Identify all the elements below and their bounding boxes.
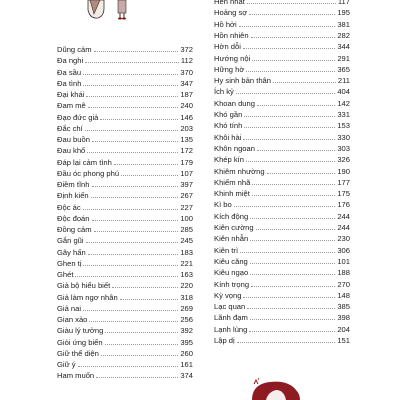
dot-leader [246,70,335,72]
index-page-number: 187 [180,90,193,99]
dot-leader [246,160,335,162]
index-term: Hoảng sợ [214,8,248,18]
index-entry [214,62,350,74]
dot-leader [247,2,336,4]
index-term: Ham muốn [57,371,95,381]
dot-leader [83,73,178,75]
dot-leader [87,151,178,153]
index-page-number: 270 [337,279,350,289]
index-term: Độc đoán [57,213,90,223]
index-entry [214,310,350,322]
index-entry [214,39,350,51]
dot-leader [114,163,178,165]
index-page-number: 398 [337,313,350,323]
index-entry [57,155,193,167]
index-page-number: 244 [337,223,350,232]
index-term: Gắn gũi [57,236,84,246]
index-term: Khiêm nhường [214,166,265,176]
dot-leader [256,228,336,230]
index-page-number: 190 [337,166,350,176]
index-page-number: 244 [337,211,350,221]
index-page-number: 404 [337,87,350,97]
index-page-number: 107 [180,168,193,178]
index-page-number: 153 [337,121,350,131]
dot-leader [252,183,335,185]
dot-leader [83,84,178,86]
index-page-number: 318 [180,292,193,302]
index-entry [57,211,193,223]
dot-leader [83,208,179,210]
index-entry [214,197,350,209]
index-term: Đắc chí [57,123,83,133]
index-term: Đa nghi [57,56,84,66]
index-term: Khó tính [214,121,243,131]
index-page-number: 397 [180,180,193,189]
index-entry [214,28,350,40]
index-page-number: 344 [337,42,350,52]
index-page-number: 148 [337,290,350,300]
index-page-number: 146 [180,112,193,122]
index-term: Khôn ngoan [214,143,255,153]
index-term: Ghen tị [57,258,82,268]
index-entry [214,186,350,198]
index-entry [57,110,193,122]
index-term: Đầu óc phong phú [57,168,120,178]
index-page-number: 204 [337,324,350,334]
dot-leader [92,219,179,221]
index-entry [214,220,350,232]
dot-leader [244,115,335,117]
dot-leader [250,273,335,275]
dot-leader [234,205,336,207]
index-term: Hồ hởi [214,19,237,29]
index-term: Kích động [214,211,249,221]
index-entry [57,143,193,155]
index-entry [214,277,350,289]
dot-leader [94,230,179,232]
dot-leader [250,239,335,241]
index-page-number: 176 [337,200,350,210]
dot-leader [83,309,178,311]
index-term: Kỳ vọng [214,290,242,300]
index-page-number: 100 [180,213,193,223]
dot-leader [243,296,335,298]
index-page-number: 395 [180,337,193,347]
index-page-number: 260 [180,348,193,358]
dot-leader [237,341,336,343]
index-term: Kì bo [214,200,232,210]
index-term: Đại khái [57,90,85,99]
index-entry [57,233,193,245]
dot-leader [252,59,335,61]
index-entry [57,121,193,133]
index-page-number: 267 [180,191,193,201]
index-entry [214,130,350,142]
index-entry [214,333,350,345]
index-entry [214,299,350,311]
index-entry [214,164,350,176]
index-page-number: 188 [337,268,350,278]
index-term: Kiên cường [214,223,254,232]
dot-leader [101,354,179,356]
dot-leader [88,106,179,108]
index-page-number: 179 [180,157,193,167]
index-term: Kính trọng [214,279,250,289]
index-entry [57,42,193,54]
index-entry [57,222,193,234]
dot-leader [78,365,179,367]
index-entry [57,278,193,290]
index-term: Hồn nhiên [214,30,249,40]
index-page-number: 142 [337,98,350,108]
index-entry [214,265,350,277]
dot-leader [75,275,178,277]
index-term: Đạo đức giả [57,112,99,122]
index-entry [57,346,193,358]
index-term: Hững hờ [214,64,245,74]
index-page-number: 306 [337,245,350,255]
index-page-number: 331 [337,110,350,119]
dot-leader [250,262,336,264]
index-term: Đau buồn [57,135,90,144]
index-entry [214,322,350,334]
index-page-number: 303 [337,143,350,153]
index-term: Giả bộ hiểu biết [57,281,111,291]
index-term: Giả nai [57,303,82,313]
index-entry [214,231,350,243]
index-term: Hy sinh bản thân [214,76,271,86]
index-page-number: 151 [337,336,350,345]
index-entry [57,290,193,302]
dot-leader [112,286,178,288]
dot-leader [88,253,179,255]
index-page-number: 161 [180,360,193,369]
index-entry [214,288,350,300]
index-term: Đồng cảm [57,225,92,234]
index-term: Dũng cảm [57,45,92,54]
index-entry [214,118,350,130]
index-term: Khó gần [214,110,243,119]
index-term: Điềm tĩnh [57,180,90,189]
index-entry [57,357,193,369]
index-page-number: 227 [180,202,193,212]
index-page-number: 269 [180,303,193,313]
dot-leader [267,172,336,174]
dot-leader [251,285,335,287]
index-page-number: 195 [337,8,350,18]
index-term: Giỏi ứng biến [57,337,103,347]
index-term: Giữ ý [57,360,76,369]
index-page-number: 285 [180,225,193,234]
index-term: Kiên trì [214,245,239,255]
index-page-number: 101 [337,256,350,266]
index-entry [214,73,350,85]
dot-leader [85,61,179,63]
dot-leader [85,129,179,131]
index-page-number: 163 [180,270,193,279]
dot-leader [91,196,179,198]
dot-leader [105,331,178,333]
index-term: Khiếm nhã [214,177,251,187]
index-term: Hèn nhát [214,0,245,6]
index-page-number: 245 [180,236,193,246]
index-term: Khôi hài [214,132,242,142]
index-page-number: 330 [337,132,350,142]
dot-leader [251,36,336,38]
character-illustration-top [80,0,132,20]
character-illustration-bottom [246,376,304,400]
dot-leader [273,81,336,83]
index-entry [57,267,193,279]
index-term: Khoan dung [214,98,255,108]
index-page-number: 291 [337,53,350,63]
dot-leader [239,25,336,27]
index-term: Lãnh đạm [214,313,248,323]
index-entry [57,245,193,257]
index-term: Đa sầu [57,67,82,77]
index-term: Đau khổ [57,146,86,156]
dot-leader [105,343,179,345]
index-entry [214,141,350,153]
index-entry [214,96,350,108]
dot-leader [83,264,178,266]
index-page-number: 221 [180,258,193,268]
index-page-number: 211 [337,76,350,86]
index-page-number: 365 [337,64,350,74]
index-entry [57,301,193,313]
dot-leader [250,217,335,219]
index-term: Hướng nội [214,53,251,63]
dot-leader [100,118,178,120]
index-term: Định kiến [57,191,89,201]
index-term: Đam mê [57,101,86,111]
index-entry [57,166,193,178]
dot-leader [86,95,178,97]
index-entry [57,200,193,212]
index-page-number: 326 [337,155,350,165]
index-page-number: 385 [337,302,350,312]
dot-leader [236,92,335,94]
index-entry [214,209,350,221]
index-page-number: 135 [180,135,193,144]
dot-leader [243,47,335,49]
index-page-number: 230 [337,234,350,244]
index-term: Giàu lý tưởng [57,326,104,336]
index-page-number: 347 [180,78,193,88]
dot-leader [252,194,335,196]
index-term: Lập dị [214,336,235,345]
index-entry [57,98,193,110]
dot-leader [86,241,179,243]
dot-leader [257,104,335,106]
dot-leader [240,251,335,253]
index-entry [214,5,350,17]
dot-leader [89,320,178,322]
index-entry [214,17,350,29]
index-page-number: 183 [180,247,193,257]
index-page-number: 282 [337,30,350,40]
index-term: Đa tình [57,78,82,88]
index-term: Khép kín [214,155,244,165]
dot-leader [120,298,179,300]
index-page-number: 370 [180,67,193,77]
index-page-number: 374 [180,371,193,381]
index-term: Kiêu căng [214,256,248,266]
index-entry [214,84,350,96]
index-entry [214,175,350,187]
dot-leader [249,330,335,332]
index-term: Giữ thể diện [57,348,99,358]
index-entry [57,368,193,380]
index-entry [57,177,193,189]
index-term: Khinh miệt [214,189,250,199]
index-term: Lạc quan [214,302,246,312]
index-entry [214,152,350,164]
index-term: Ích kỷ [214,87,234,97]
index-entry [57,76,193,88]
index-term: Giả làm ngơ nhân [57,292,118,302]
dot-leader [96,376,178,378]
index-page-number: 175 [337,189,350,199]
index-page-number: 256 [180,315,193,324]
index-term: Lạnh lùng [214,324,248,334]
dot-leader [244,126,335,128]
index-term: Kiêu ngạo [214,268,249,278]
dot-leader [250,318,336,320]
dot-leader [92,140,178,142]
dot-leader [247,307,335,309]
dot-leader [257,149,335,151]
index-page-number: 112 [180,56,193,66]
dot-leader [121,174,178,176]
index-entry [57,65,193,77]
dot-leader [94,50,179,52]
dot-leader [243,138,335,140]
index-page-number: 172 [180,146,193,156]
index-entry [57,256,193,268]
index-term: Hờn dỗi [214,42,241,52]
index-page-number: 117 [337,0,350,6]
index-entry [214,107,350,119]
index-entry [57,323,193,335]
index-entry [214,243,350,255]
dot-leader [249,13,335,15]
index-entry [57,132,193,144]
index-term: Gây hấn [57,247,86,257]
index-term: Đáp lại cảm tình [57,157,112,167]
index-page-number: 381 [337,19,350,29]
dot-leader [92,185,179,187]
index-entry [57,53,193,65]
index-page-number: 220 [180,281,193,291]
index-term: Độc ác [57,202,81,212]
index-term: Kiên nhẫn [214,234,249,244]
index-page-number: 203 [180,123,193,133]
index-entry [214,51,350,63]
index-entry [57,335,193,347]
index-term: Gian xảo [57,315,88,324]
index-entry [214,254,350,266]
index-page-number: 392 [180,326,193,336]
index-term: Ghét [57,270,74,279]
index-page-number: 372 [180,45,193,54]
index-entry [57,87,193,99]
index-page-number: 177 [337,177,350,187]
index-entry [57,188,193,200]
index-entry [57,312,193,324]
index-page-number: 240 [180,101,193,111]
